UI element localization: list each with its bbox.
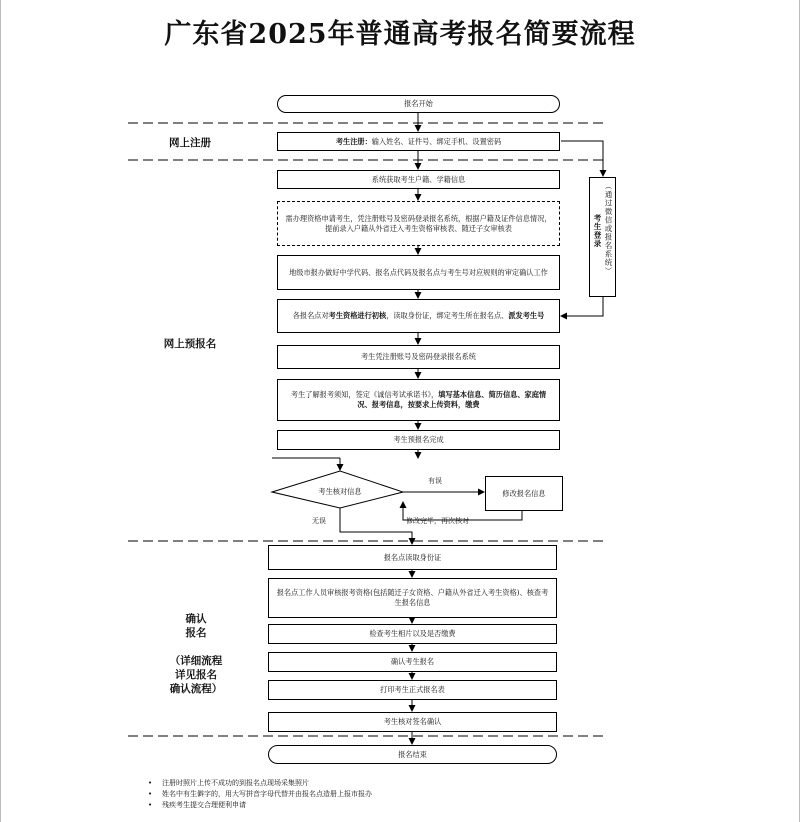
node-read-id-card: 报名点读取身份证 bbox=[268, 545, 557, 570]
node-modify-info: 修改报名信息 bbox=[485, 476, 563, 511]
section-confirm-registration: 确认 报名 （详细流程 详见报名 确认流程） bbox=[169, 613, 223, 695]
node-applicant-qualification: 需办理资格申请考生，凭注册账号及密码登录报名系统，根据户籍及证件信息情况，提前录入户籍从外省迁入考生资格审核表、随迁子女审核表 bbox=[277, 201, 560, 246]
node-point-initial-check: 各报名点对考生资格进行初核，读取身份证，绑定考生所在报名点、派发考生号 bbox=[277, 299, 560, 333]
page-title: 广东省2025年普通高考报名简要流程 bbox=[164, 19, 636, 50]
node-pre-registration-done: 考生预报名完成 bbox=[277, 430, 560, 450]
node-staff-review: 报名点工作人员审核报考资格(包括随迁子女资格、户籍从外省迁入考生资格)、核查考生报名信息 bbox=[268, 578, 557, 618]
decision-check-info: 考生核对信息 bbox=[318, 487, 362, 496]
footnote-item: • 姓名中有生僻字的，用大写拼音字母代替并由报名点造册上报市报办 bbox=[148, 789, 372, 800]
label-correct: 无误 bbox=[312, 517, 326, 525]
footnote-item: • 注册时照片上传不成功的到报名点现场采集照片 bbox=[148, 778, 372, 789]
section-online-pre-registration: 网上预报名 bbox=[163, 338, 217, 350]
node-check-photo-payment: 检查考生相片以及是否缴费 bbox=[268, 624, 557, 644]
node-register: 考生注册：输入姓名、证件号、绑定手机、设置密码 bbox=[277, 132, 560, 151]
side-wechat-login: （通过微信或报名系统） 考生登录 bbox=[589, 177, 616, 297]
node-household-info: 系统获取考生户籍、学籍信息 bbox=[277, 170, 560, 189]
node-print-form: 打印考生正式报名表 bbox=[268, 680, 557, 700]
footnote-item: • 残疾考生提交合理便利申请 bbox=[148, 800, 372, 811]
section-online-register: 网上注册 bbox=[169, 137, 211, 149]
node-city-code-rules: 地级市报办做好中学代码、报名点代码及报名点与考生号对应规则的审定确认工作 bbox=[277, 255, 560, 290]
node-sign-confirm: 考生核对签名确认 bbox=[268, 712, 557, 732]
node-fill-info: 考生了解报考须知，签定《诚信考试承诺书》，填写基本信息、简历信息、家庭情况、报考信息，按要求上传资料，缴费 bbox=[277, 379, 560, 421]
node-login-system: 考生凭注册账号及密码登录报名系统 bbox=[277, 345, 560, 369]
footnotes bbox=[148, 778, 372, 811]
node-confirm-registration: 确认考生报名 bbox=[268, 652, 557, 672]
label-recheck: 修改完毕，再次核对 bbox=[406, 517, 469, 525]
label-error: 有误 bbox=[428, 477, 442, 485]
node-end: 报名结束 bbox=[268, 745, 557, 764]
node-start: 报名开始 bbox=[277, 95, 560, 113]
